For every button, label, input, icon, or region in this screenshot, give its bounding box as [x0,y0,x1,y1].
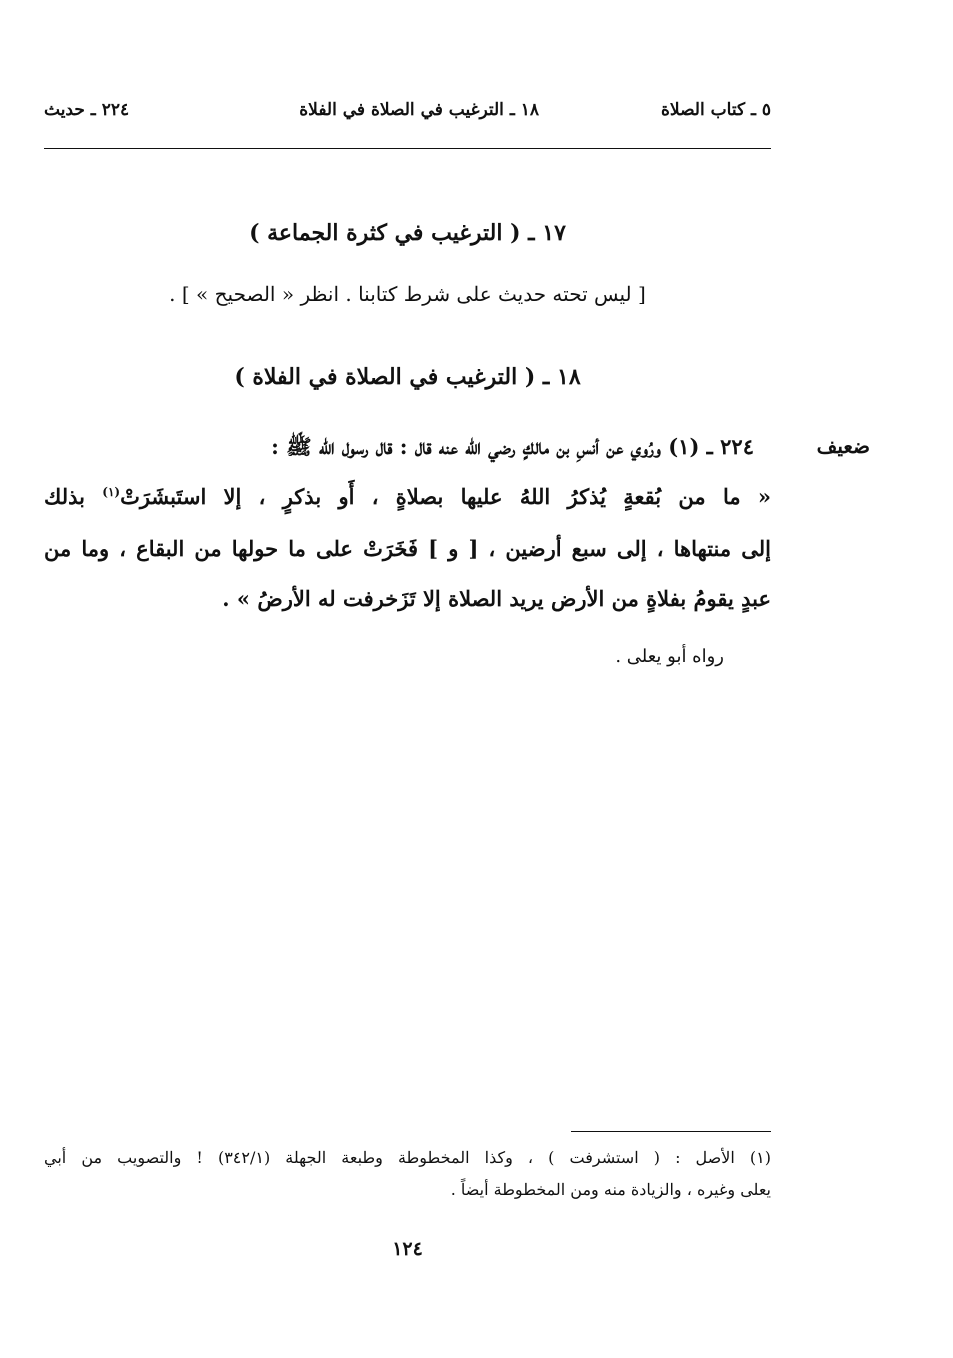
hadith-grade: ضعيف [816,434,870,458]
footnote-line: يعلى وغيره ، والزيادة منه ومن المخطوطة أيضاً . [450,1180,771,1199]
header-hadith-number: ٢٢٤ ـ حديث [44,100,130,120]
hadith-line-text: بذلك [44,484,103,509]
hadith-line [44,484,771,509]
footnote-line: (١) الأصل : ( استشرفت ) ، وكذا المخطوطة وطبعة الجهلة (٣٤٢/١) ! والتصويب من أبي [44,1148,772,1167]
footnote-divider [571,1131,771,1132]
hadith-line-text: « ما من بُقعةٍ يُذكرُ اللهُ عليها بصلاةٍ ، أَو بذكرٍ ، إلا استَبشَرَتْ [120,484,771,509]
running-header [44,100,771,132]
section-17-title: ١٧ ـ ( الترغيب في كثرة الجماعة ) [249,220,566,246]
hadith-line: عبدٍ يقومُ بفلاةٍ من الأرض يريد الصلاة إلا تَزَخرفت له الأرضُ » . [222,586,771,611]
footnote-reference: (١) [102,485,121,499]
header-chapter: ٥ ـ كتاب الصلاة [661,100,771,120]
page-number: ١٢٤ [392,1238,423,1260]
hadith-line: إلى منتهاها ، إلى سبع أرضين ، [ و ] فَخَرَتْ على ما حولها من البقاع ، وما من [44,536,771,561]
section-17-note: [ ليس تحته حديث على شرط كتابنا . انظر « الصحيح » ] . [169,282,646,306]
hadith-source: رواه أبو يعلى . [615,646,724,667]
hadith-line: ٢٢٤ ـ (١) ورُوي عن أنسِ بن مالكٍ رضي الله عنه قال : قال رسول الله ﷺ : [271,434,754,459]
header-section: ١٨ ـ الترغيب في الصلاة في الفلاة [299,100,539,120]
section-18-title: ١٨ ـ ( الترغيب في الصلاة في الفلاة ) [234,364,581,390]
header-divider [44,148,771,149]
